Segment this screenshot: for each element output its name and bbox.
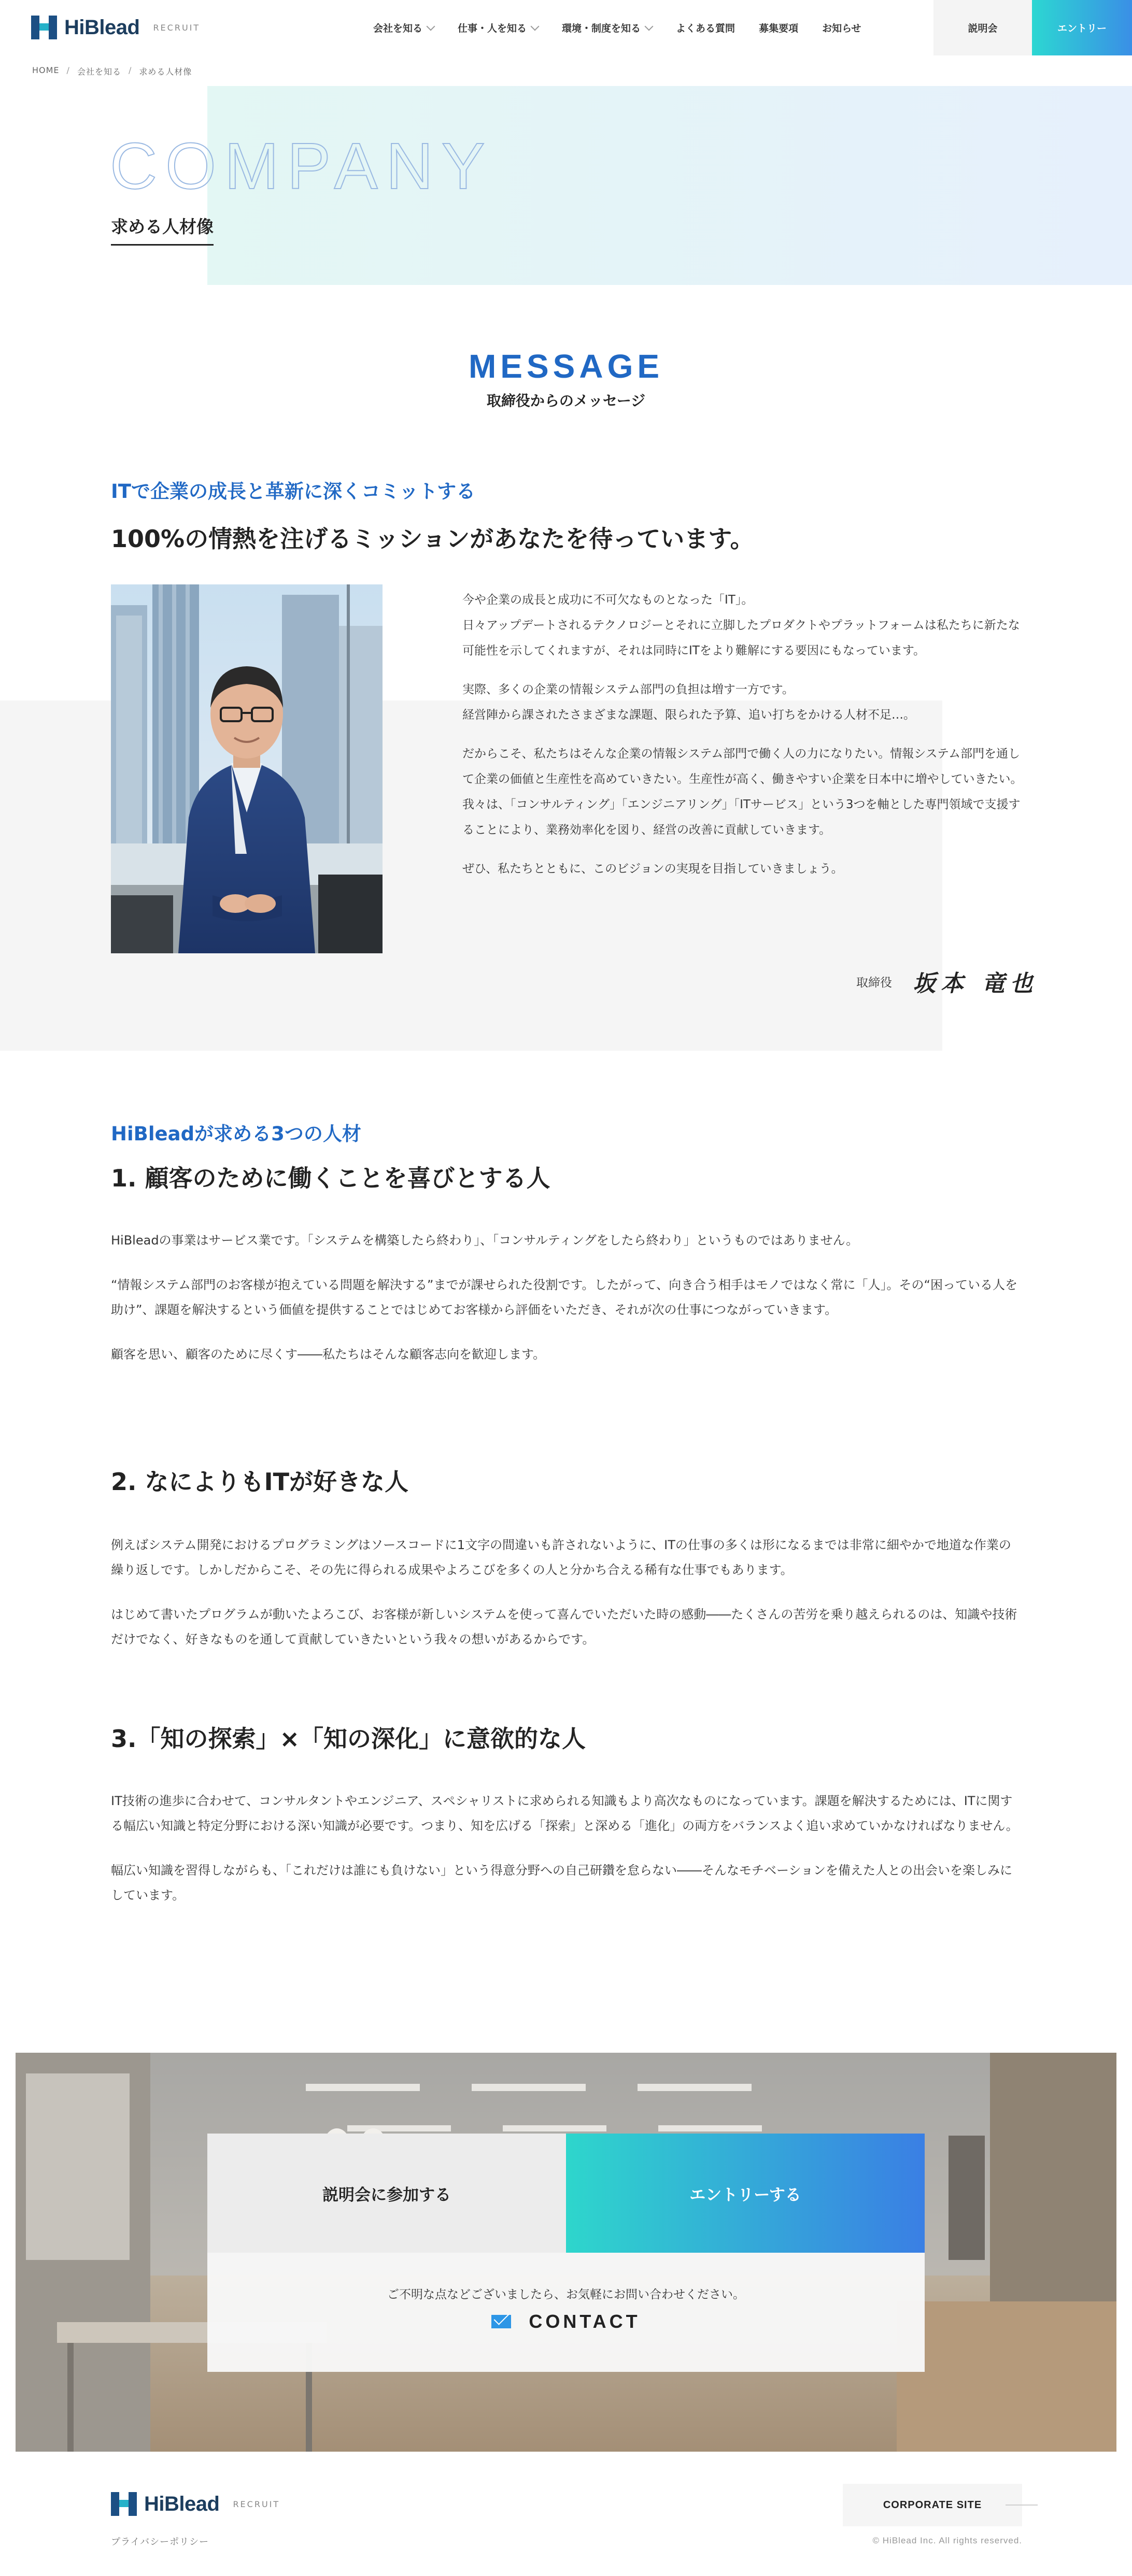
nav-item-news[interactable]: [822, 21, 861, 35]
people-section-label: HiBleadが求める3つの人材: [111, 1123, 361, 1145]
message-paragraph: 実際、多くの企業の情報システム部門の負担は増す一方です。 経営陣から課されたさまざまな課題、限られた予算、追い打ちをかける人材不足…。: [462, 683, 915, 722]
logo-text: HiBlead: [64, 16, 140, 39]
breadcrumb-separator: /: [66, 65, 70, 75]
people-heading-2: 2. なによりもITが好きな人: [111, 1468, 408, 1496]
message-lead-heading: 100%の情熱を注げるミッションがあなたを待っています。: [111, 525, 754, 553]
people-paragraph: 顧客を思い、顧客のために尽くす――私たちはそんな顧客志向を歓迎します。: [111, 1347, 546, 1362]
nav-item-environment[interactable]: [562, 21, 652, 35]
nav-label: 環境・制度を知る: [562, 23, 641, 34]
nav-label: 会社を知る: [373, 23, 423, 34]
header-briefing-button[interactable]: 説明会: [933, 0, 1032, 55]
people-paragraph: 例えばシステム開発におけるプログラミングはソースコードに1文字の間違いも許されないように、ITの仕事の多くは形になるまでは非常に細やかで地道な作業の繰り返しです。しかしだからこそ、その先に得られる成果やよろこびを多くの人と分かち合える稀有な仕事でもあります。: [111, 1538, 1011, 1577]
logo-mark-icon: [111, 2492, 137, 2516]
privacy-policy-link[interactable]: プライバシーポリシー: [111, 2537, 209, 2548]
footer-logo-text: HiBlead: [144, 2492, 220, 2515]
people-paragraph: はじめて書いたプログラムが動いたよろこび、お客様が新しいシステムを使って喜んでいただいた時の感動――たくさんの苦労を乗り越えられるのは、知識や技術だけでなく、好きなものを通して貢献していきたいという我々の想いがあるからです。: [111, 1607, 1017, 1647]
cta-entry-button[interactable]: エントリーする: [566, 2134, 925, 2253]
message-paragraph: 今や企業の成長と成功に不可欠なものとなった「IT」。 日々アップデートされるテクノロジーとそれに立脚したプロダクトやプラットフォームは私たちに新たな可能性を示してくれますが、それは同時にITをより難解にする要因にもなっています。: [462, 593, 1020, 657]
people-paragraph: IT技術の進歩に合わせて、コンサルタントやエンジニア、スペシャリストに求められる知識もより高次なものになっています。課題を解決するためには、ITに関する幅広い知識と特定分野における深い知識が必要です。つまり、知を広げる「探索」と深める「進化」の両方をバランスよく追い求めていかなければなりません。: [111, 1794, 1018, 1833]
breadcrumb-current: 求める人材像: [139, 67, 192, 77]
message-title: MESSAGE: [468, 348, 664, 385]
people-body-2: [111, 1533, 1023, 1671]
nav-label: 募集要項: [759, 23, 799, 34]
copyright: © HiBlead Inc. All rights reserved.: [872, 2536, 1022, 2545]
footer-logo-sub: RECRUIT: [233, 2499, 280, 2509]
cta-note: ご不明な点などございましたら、お気軽にお問い合わせください。: [387, 2288, 745, 2301]
message-lead-blue: ITで企業の成長と革新に深くコミットする: [111, 480, 476, 503]
breadcrumb-home[interactable]: HOME: [32, 65, 60, 75]
corporate-site-arrow-line: [1006, 2505, 1038, 2506]
breadcrumb-separator: /: [128, 65, 132, 75]
people-body-3: [111, 1788, 1023, 1927]
hero-title: COMPANY: [110, 130, 493, 203]
cta-briefing-button[interactable]: 説明会に参加する: [207, 2134, 566, 2253]
nav-item-company[interactable]: [373, 21, 434, 35]
message-paragraph: だからこそ、私たちはそんな企業の情報システム部門で働く人の力になりたい。情報システム部門を通して企業の価値と生産性を高めていきたい。生産性が高く、働きやすい企業を日本中に増やしていきたい。 我々は、「コンサルティング」「エンジニアリング」「ITサービス」という3つを軸とした専門領域で支援することにより、業務効率化を図り、経営の改善に貢献していきます。: [462, 747, 1023, 837]
logo-sub: RECRUIT: [153, 22, 201, 33]
chevron-down-icon: [645, 22, 654, 31]
people-paragraph: HiBleadの事業はサービス業です。「システムを構築したら終わり」、「コンサルティングをしたら終わり」というものではありません。: [111, 1233, 859, 1248]
signature-role: 取締役: [856, 976, 892, 990]
main-nav: [373, 0, 885, 55]
message-paragraph: ぜひ、私たちとともに、このビジョンの実現を目指していきましょう。: [462, 862, 843, 876]
chevron-down-icon: [531, 22, 540, 31]
signature-name: 坂本 竜也: [913, 970, 1038, 997]
nav-label: お知らせ: [822, 23, 861, 34]
nav-item-work-people[interactable]: [458, 21, 538, 35]
nav-item-faq[interactable]: [676, 21, 735, 35]
message-subtitle: 取締役からのメッセージ: [486, 392, 646, 409]
people-heading-1: 1. 顧客のために働くことを喜びとする人: [111, 1164, 550, 1192]
people-paragraph: “情報システム部門のお客様が抱えている問題を解決する”までが課せられた役割です。したがって、向き合う相手はモノではなく常に「人」。その“困っている人を助け”、課題を解決するという価値を提供することではじめてお客様から評価をいただき、それが次の仕事につながっていきます。: [111, 1278, 1017, 1317]
director-signature: [856, 965, 1038, 998]
mail-icon: [491, 2315, 511, 2328]
message-body: [462, 588, 1023, 895]
people-heading-3: 3.「知の探索」×「知の深化」に意欲的な人: [111, 1725, 586, 1753]
nav-label: よくある質問: [676, 23, 735, 34]
nav-item-requirements[interactable]: [759, 21, 798, 35]
cta-contact-panel: [207, 2253, 925, 2372]
site-logo[interactable]: [31, 16, 200, 39]
director-portrait: [111, 584, 383, 953]
people-body-1: [111, 1228, 1023, 1386]
chevron-down-icon: [427, 22, 435, 31]
footer-logo[interactable]: [111, 2492, 280, 2516]
nav-label: 仕事・人を知る: [458, 23, 527, 34]
people-paragraph: 幅広い知識を習得しながらも、「これだけは誰にも負けない」という得意分野への自己研鑽を怠らない――そんなモチベーションを備えた人との出会いを楽しみにしています。: [111, 1863, 1013, 1902]
breadcrumb-company[interactable]: 会社を知る: [77, 67, 121, 77]
corporate-site-button[interactable]: CORPORATE SITE: [843, 2484, 1022, 2526]
contact-label: CONTACT: [529, 2311, 641, 2332]
site-header: [0, 0, 1132, 55]
hero-subtitle: 求める人材像: [111, 213, 214, 246]
breadcrumb: [32, 65, 192, 77]
contact-link[interactable]: [207, 2311, 925, 2332]
header-entry-button[interactable]: エントリー: [1032, 0, 1132, 55]
logo-mark-icon: [31, 16, 57, 39]
